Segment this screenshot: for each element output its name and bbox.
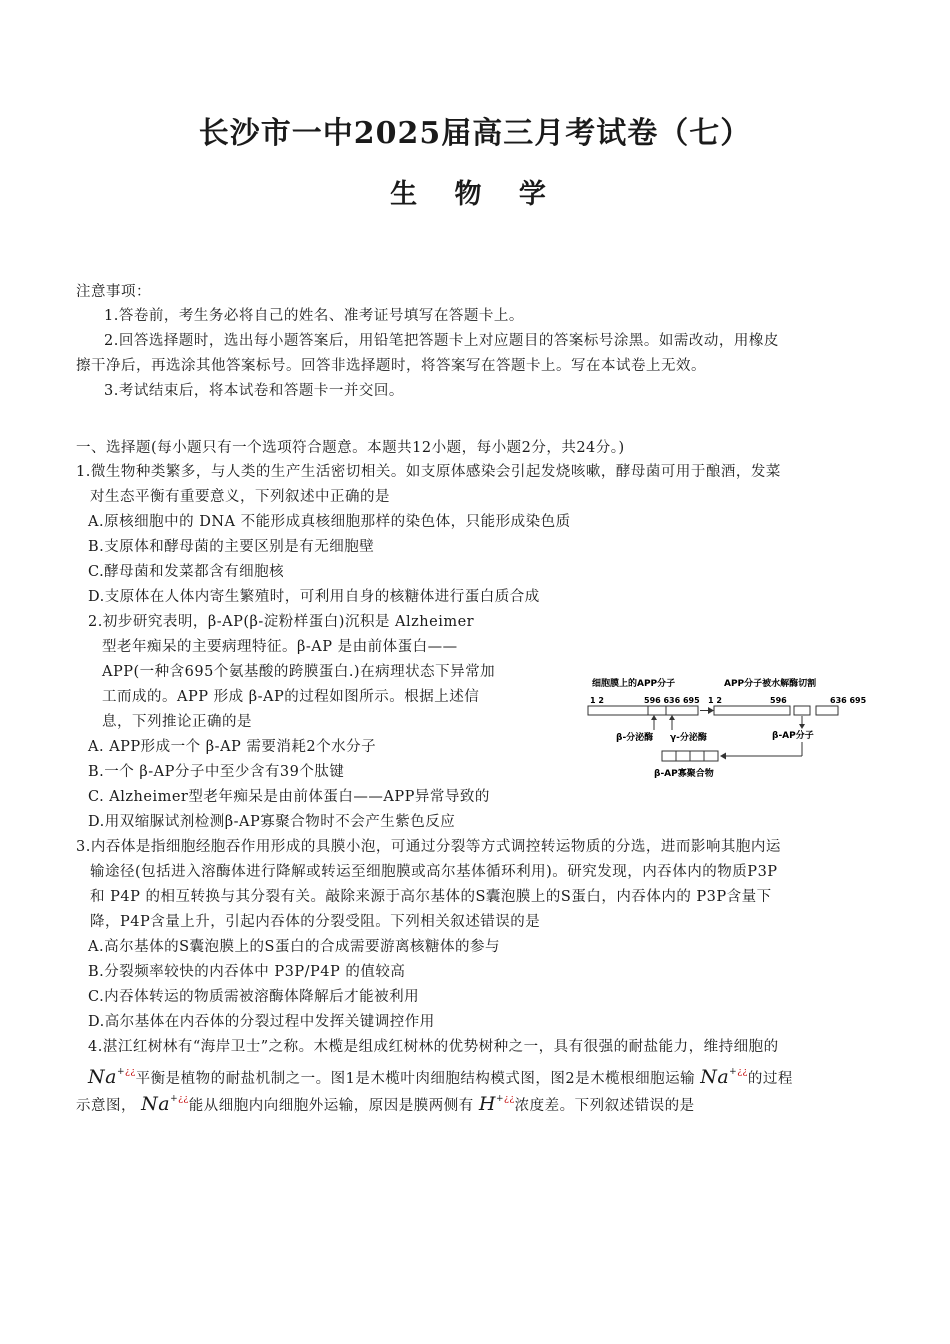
q2-stem-cont-2: APP(一种含695个氨基酸的跨膜蛋白.)在病理状态下异常加 [102, 664, 496, 680]
notice-item-3: 3.考试结束后，将本试卷和答题卡一并交回。 [104, 383, 404, 399]
page-title: 长沙市一中2025届高三月考试卷（七） [198, 116, 752, 151]
app-bar [588, 706, 698, 715]
q3-stem-cont-3: 降，P4P含量上升，引起内吞体的分裂受阻。下列相关叙述错误的是 [90, 914, 541, 930]
fig-beta-ap-label: β-AP分子 [772, 731, 814, 741]
q2-stem-cont-1: 型老年痴呆的主要病理特征。β-AP 是由前体蛋白—— [102, 639, 458, 655]
arrow-head-cut [708, 707, 714, 714]
q2-option-c: C. Alzheimer型老年痴呆是由前体蛋白——APP异常导致的 [88, 789, 490, 805]
q4-stem: 4.湛江红树林有“海岸卫士”之称。木榄是组成红树林的优势树种之一，具有很强的耐盐能力，维持细胞的 [88, 1039, 779, 1055]
q1-stem: 1.微生物种类繁多，与人类的生产生活密切相关。如支原体感染会引起发烧咳嗽，酵母菌可用于酿酒，发菜 [76, 464, 781, 480]
fig-nums-left: 1 2 [590, 696, 604, 705]
na-charge-glitch-3: ¿¿ [178, 1094, 189, 1104]
na-charge-glitch-2: ¿¿ [737, 1067, 748, 1077]
q3-option-b: B.分裂频率较快的内吞体中 P3P/P4P 的值较高 [88, 964, 406, 980]
q4-line2-end: 的过程 [747, 1071, 793, 1087]
q1-option-d: D.支原体在人体内寄生繁殖时，可利用自身的核糖体进行蛋白质合成 [88, 589, 540, 605]
arrow-head-beta-ap [799, 724, 805, 729]
fragment-beta-ap [794, 706, 810, 715]
q4-line3-start: 示意图， [76, 1098, 142, 1114]
na-charge-3: + [170, 1094, 179, 1104]
section-heading: 一、选择题(每小题只有一个选项符合题意。本题共12小题，每小题2分，共24分。) [76, 440, 625, 456]
notice-heading: 注意事项： [76, 284, 151, 300]
h-symbol: H [478, 1093, 496, 1115]
fig-nums-right-c: 636 695 [830, 696, 867, 705]
q3-option-c: C.内吞体转运的物质需被溶酶体降解后才能被利用 [88, 989, 420, 1005]
fig-nums-right-a: 1 2 [708, 696, 722, 705]
na-charge: + [116, 1067, 125, 1077]
q4-stem-cont-2 [76, 1087, 695, 1118]
q1-stem-cont: 对生态平衡有重要意义，下列叙述中正确的是 [90, 489, 390, 505]
h-charge-glitch: ¿¿ [504, 1094, 515, 1104]
h-charge: + [495, 1094, 504, 1104]
q4-line2-text: 平衡是植物的耐盐机制之一。图1是木榄叶肉细胞结构模式图，图2是木榄根细胞运输 [135, 1071, 701, 1087]
fragment-left [714, 706, 790, 715]
na-symbol-3: Na [141, 1093, 171, 1115]
fig-beta-enzyme: β-分泌酶 [616, 733, 654, 743]
na-symbol-2: Na [700, 1066, 730, 1088]
q3-option-a: A.高尔基体的S囊泡膜上的S蛋白的合成需要游离核糖体的参与 [88, 939, 500, 955]
q2-option-d: D.用双缩脲试剂检测β-AP寡聚合物时不会产生紫色反应 [88, 814, 456, 830]
q1-option-a: A.原核细胞中的 DNA 不能形成真核细胞那样的染色体，只能形成染色质 [88, 514, 571, 530]
notice-item-2: 2.回答选择题时，选出每小题答案后，用铅笔把答题卡上对应题目的答案标号涂黑。如需改动，用橡皮 [104, 333, 779, 349]
arrow-head-gamma [669, 715, 675, 720]
q3-stem: 3.内吞体是指细胞经胞吞作用形成的具膜小泡，可通过分裂等方式调控转运物质的分选，进而影响其胞内运 [76, 839, 781, 855]
app-processing-diagram [586, 672, 876, 792]
q3-stem-cont-1: 输途径(包括进入溶酶体进行降解或转运至细胞膜或高尔基体循环利用)。研究发现，内吞体内的物质P3P [90, 864, 778, 880]
fig-gamma-enzyme: γ-分泌酶 [670, 733, 707, 743]
q3-stem-cont-2: 和 P4P 的相互转换与其分裂有关。敲除来源于高尔基体的S囊泡膜上的S蛋白，内吞体内的 P3P含量下 [90, 889, 772, 905]
fragment-right [816, 706, 838, 715]
q2-option-b: B.一个 β-AP分子中至少含有39个肽键 [88, 764, 345, 780]
fig-oligomer-label: β-AP寡聚合物 [654, 769, 714, 779]
arrow-head-beta [651, 715, 657, 720]
q2-stem-cont-3: 工而成的。APP 形成 β-AP的过程如图所示。根据上述信 [102, 689, 480, 705]
subject-title: 生 物 学 [390, 179, 560, 210]
q1-option-c: C.酵母菌和发菜都含有细胞核 [88, 564, 285, 580]
q2-stem-cont-4: 息，下列推论正确的是 [102, 714, 252, 730]
notice-item-2-cont: 擦干净后，再选涂其他答案标号。回答非选择题时，将答案写在答题卡上。写在本试卷上无效。 [76, 358, 706, 374]
q1-option-b: B.支原体和酵母菌的主要区别是有无细胞壁 [88, 539, 375, 555]
fig-label-app: 细胞膜上的APP分子 [592, 679, 676, 689]
q4-line3-end: 浓度差。下列叙述错误的是 [514, 1098, 695, 1114]
fig-nums-mid: 596 636 695 [644, 696, 700, 705]
q2-option-a: A. APP形成一个 β-AP 需要消耗2个水分子 [88, 739, 377, 755]
fig-label-cut: APP分子被水解酶切割 [724, 679, 817, 689]
q4-line3-mid: 能从细胞内向细胞外运输，原因是膜两侧有 [188, 1098, 479, 1114]
q3-option-d: D.高尔基体在内吞体的分裂过程中发挥关键调控作用 [88, 1014, 435, 1030]
fig-nums-right-b: 596 [770, 696, 787, 705]
arrow-head-oligomer [720, 753, 726, 760]
notice-item-1: 1.答卷前，考生务必将自己的姓名、准考证号填写在答题卡上。 [104, 308, 524, 324]
na-symbol: Na [88, 1066, 117, 1088]
q2-stem: 2.初步研究表明，β-AP(β-淀粉样蛋白)沉积是 Alzheimer [88, 614, 475, 630]
na-charge-2: + [729, 1067, 738, 1077]
na-charge-glitch: ¿¿ [125, 1067, 136, 1077]
